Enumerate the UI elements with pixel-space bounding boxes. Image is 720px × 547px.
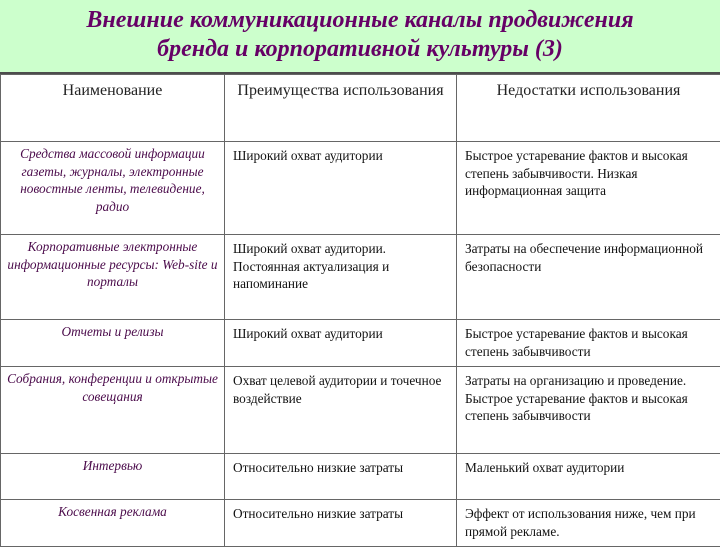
header-advantages: Преимущества использования [225,75,457,142]
table-row [1,142,720,235]
channel-advantages: Относительно низкие затраты [225,500,457,547]
channel-disadvantages: Затраты на организацию и проведение. Быстрое устаревание фактов и высокая степень забывчивости [457,367,720,454]
channel-name: Корпоративные электронные информационные ресурсы: Web-site и порталы [1,235,225,320]
channel-advantages: Широкий охват аудитории. Постоянная актуализация и напоминание [225,235,457,320]
channel-advantages: Охват целевой аудитории и точечное воздействие [225,367,457,454]
channel-name: Косвенная реклама [1,500,225,547]
channel-name: Интервью [1,454,225,500]
table-row [1,235,720,320]
channel-advantages: Широкий охват аудитории [225,320,457,367]
channel-name: Собрания, конференции и открытые совещания [1,367,225,454]
table-row [1,454,720,500]
header-disadvantages: Недостатки использования [457,75,720,142]
channel-disadvantages: Эффект от использования ниже, чем при прямой рекламе. [457,500,720,547]
channel-disadvantages: Быстрое устаревание фактов и высокая степень забывчивости. Низкая информационная защита [457,142,720,235]
title-band [0,0,720,74]
channel-disadvantages: Затраты на обеспечение информационной безопасности [457,235,720,320]
slide-title: Внешние коммуникационные каналы продвижения бренда и корпоративной культуры (3) [0,6,720,64]
header-name: Наименование [1,75,225,142]
table-row [1,367,720,454]
channel-disadvantages: Маленький охват аудитории [457,454,720,500]
channel-name: Средства массовой информации газеты, журналы, электронные новостные ленты, телевидение, радио [1,142,225,235]
channel-disadvantages: Быстрое устаревание фактов и высокая степень забывчивости [457,320,720,367]
channel-advantages: Широкий охват аудитории [225,142,457,235]
table-row [1,500,720,547]
comparison-table [0,74,720,547]
table-row [1,320,720,367]
channel-advantages: Относительно низкие затраты [225,454,457,500]
header-row [1,75,720,142]
channel-name: Отчеты и релизы [1,320,225,367]
